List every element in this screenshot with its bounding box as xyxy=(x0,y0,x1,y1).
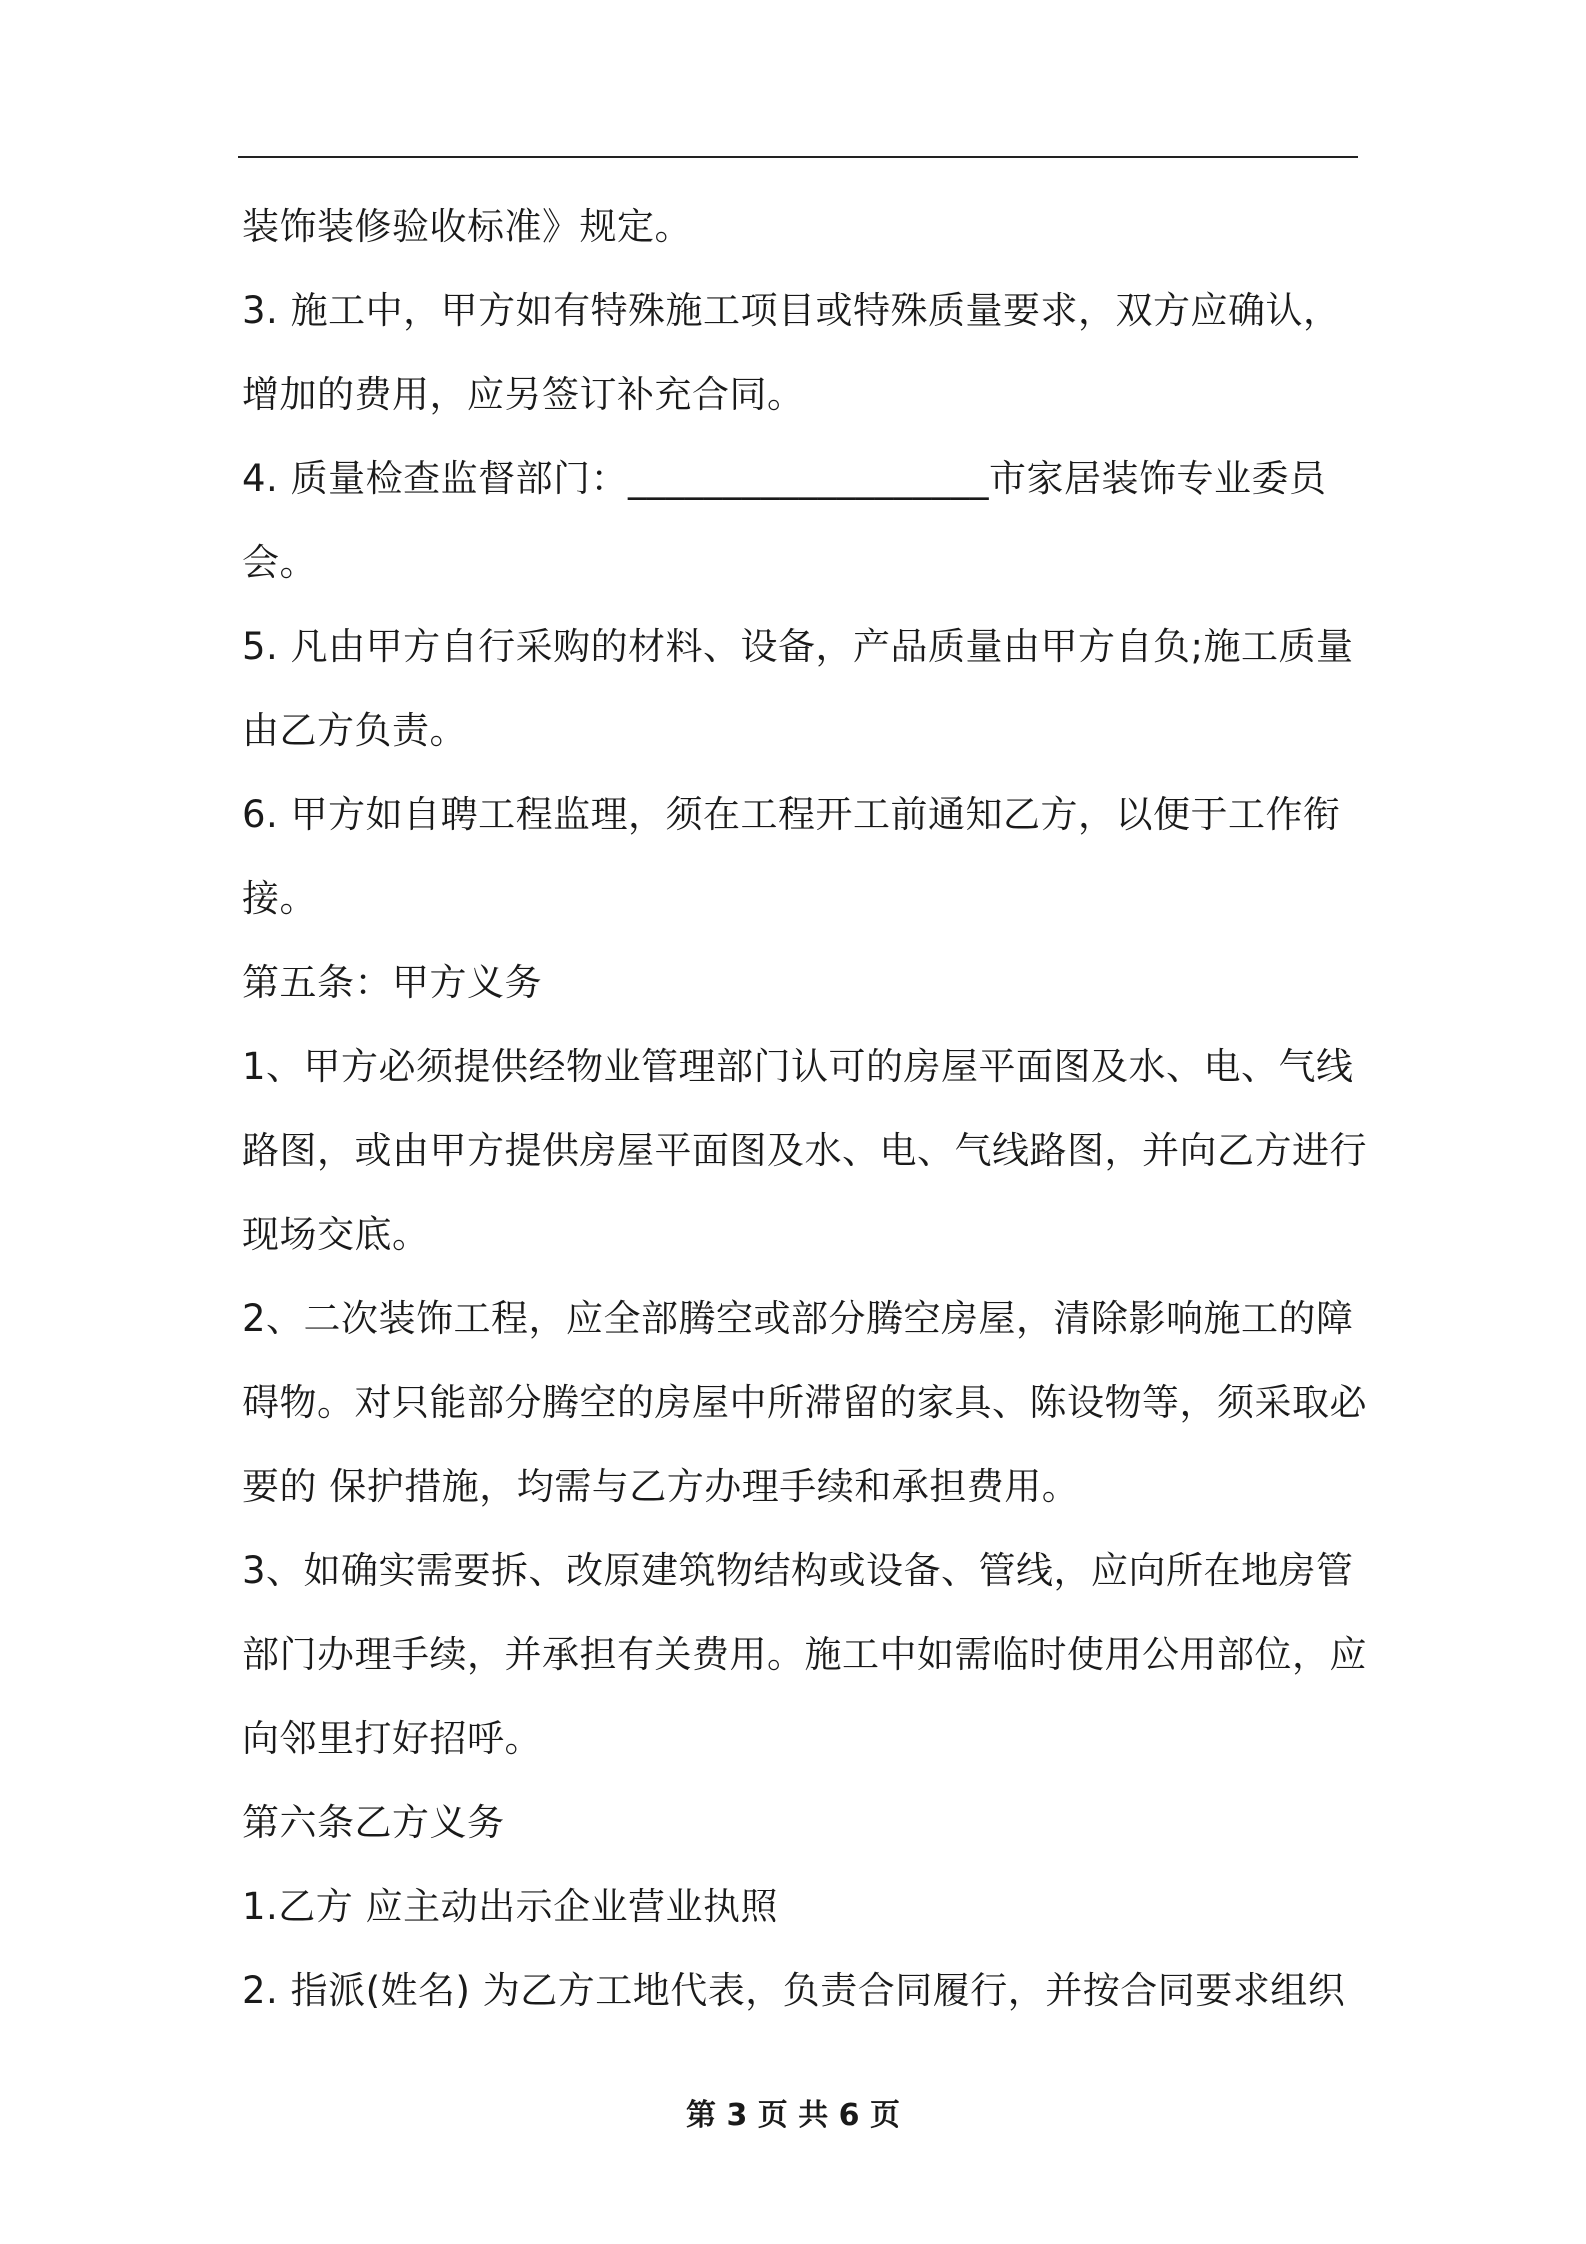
page-footer: 第 3 页 共 6 页 xyxy=(686,2098,900,2133)
body-line-6: 5. 凡由甲方自行采购的材料、设备，产品质量由甲方自负;施工质量 xyxy=(242,625,1354,668)
body-line-19: 向邻里打好招呼。 xyxy=(242,1717,542,1760)
body-line-3: 增加的费用，应另签订补充合同。 xyxy=(242,373,805,416)
body-line-2: 3. 施工中，甲方如有特殊施工项目或特殊质量要求，双方应确认， xyxy=(242,289,1341,332)
body-line-21: 1.乙方 应主动出示企业营业执照 xyxy=(242,1885,779,1928)
section-heading-6: 第六条乙方义务 xyxy=(242,1801,505,1844)
body-line-12: 路图，或由甲方提供房屋平面图及水、电、气线路图，并向乙方进行 xyxy=(242,1129,1367,1172)
section-heading-5: 第五条：甲方义务 xyxy=(242,961,542,1004)
body-line-7: 由乙方负责。 xyxy=(242,709,467,752)
body-line-22: 2. 指派(姓名) 为乙方工地代表，负责合同履行，并按合同要求组织 xyxy=(242,1969,1346,2012)
body-line-5: 会。 xyxy=(242,541,317,584)
body-line-4: 4. 质量检查监督部门：___________________市家居装饰专业委员 xyxy=(242,457,1327,500)
body-line-15: 碍物。对只能部分腾空的房屋中所滞留的家具、陈设物等，须采取必 xyxy=(242,1381,1367,1424)
body-line-14: 2、二次装饰工程，应全部腾空或部分腾空房屋，清除影响施工的障 xyxy=(242,1297,1354,1340)
body-line-8: 6. 甲方如自聘工程监理，须在工程开工前通知乙方，以便于工作衔 xyxy=(242,793,1341,836)
body-line-18: 部门办理手续，并承担有关费用。施工中如需临时使用公用部位，应 xyxy=(242,1633,1367,1676)
header-rule xyxy=(238,156,1358,158)
body-line-9: 接。 xyxy=(242,877,317,920)
body-line-17: 3、如确实需要拆、改原建筑物结构或设备、管线，应向所在地房管 xyxy=(242,1549,1354,1592)
body-line-1: 装饰装修验收标准》规定。 xyxy=(242,205,692,248)
body-line-13: 现场交底。 xyxy=(242,1213,430,1256)
body-line-16: 要的 保护措施，均需与乙方办理手续和承担费用。 xyxy=(242,1465,1080,1508)
body-line-11: 1、甲方必须提供经物业管理部门认可的房屋平面图及水、电、气线 xyxy=(242,1045,1354,1088)
